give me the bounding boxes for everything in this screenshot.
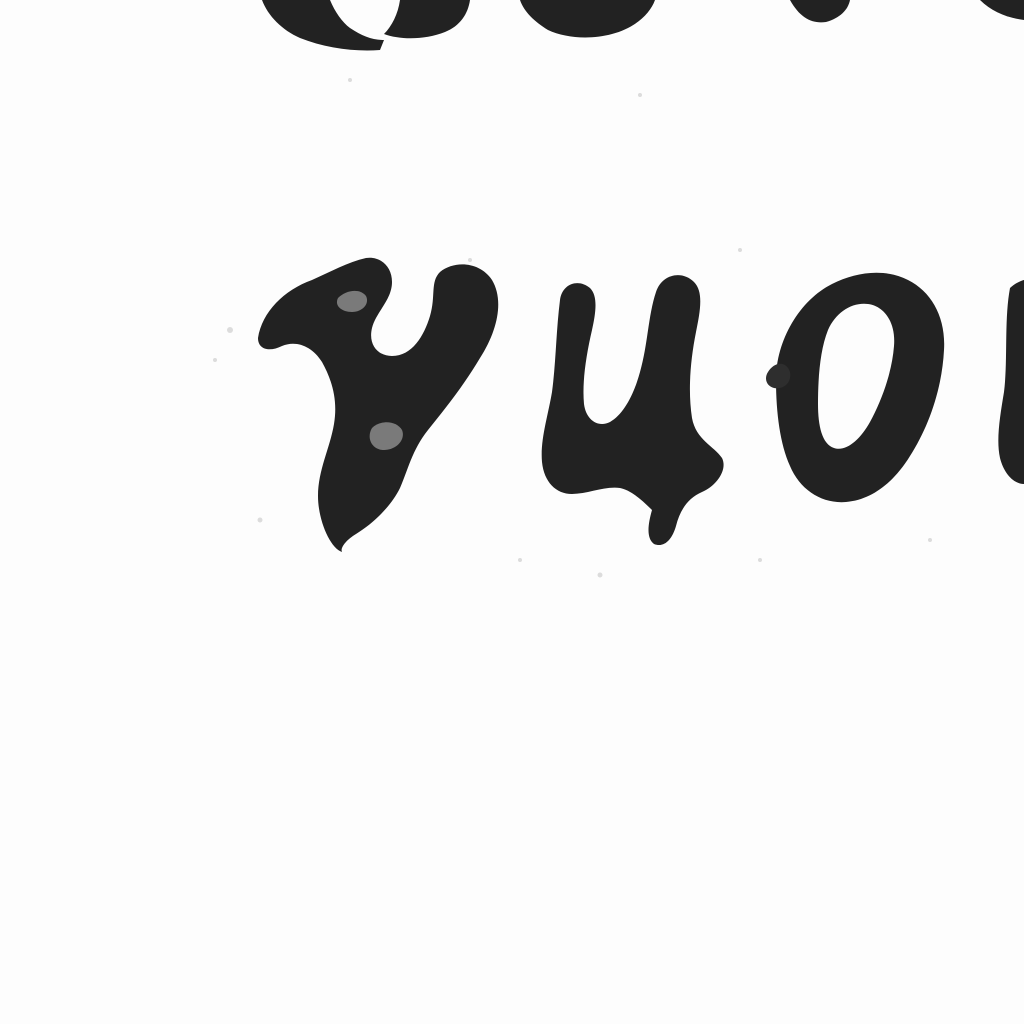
glyph-o	[766, 273, 944, 502]
glyph-u	[542, 275, 724, 545]
glyph-v	[258, 258, 498, 552]
glyph-partial-next	[998, 280, 1024, 484]
previous-line-glyphs	[262, 0, 1024, 51]
